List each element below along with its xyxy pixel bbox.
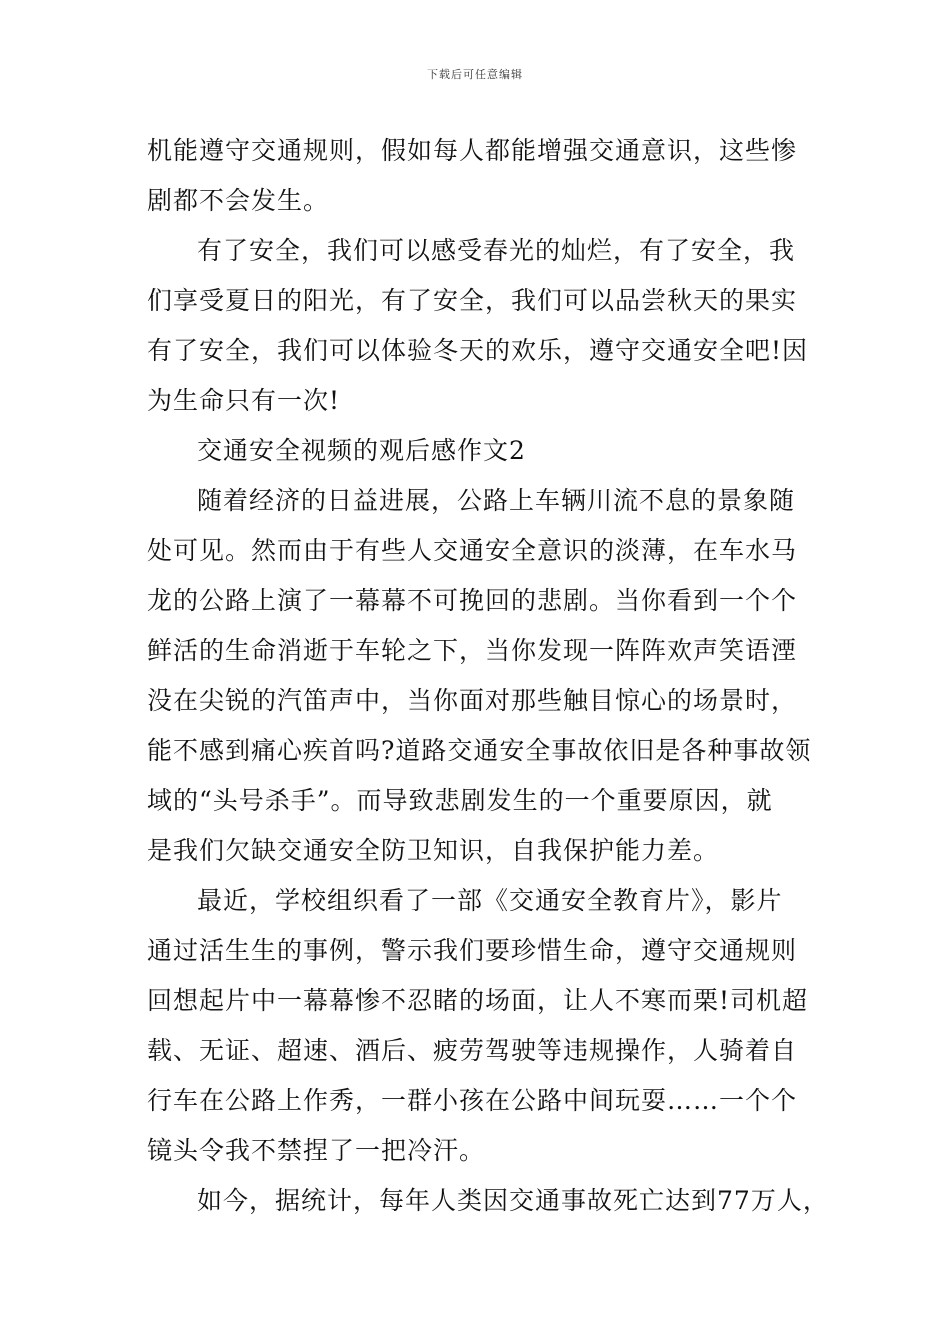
text-line: 镜头令我不禁捏了一把冷汗。 <box>147 1136 486 1165</box>
paragraph-start: 随着经济的日益进展，公路上车辆川流不息的景象随 <box>197 486 796 515</box>
document-body <box>147 126 827 1226</box>
text-line: 没在尖锐的汽笛声中，当你面对那些触目惊心的场景时， <box>147 686 798 715</box>
text-line: 处可见。然而由于有些人交通安全意识的淡薄，在车水马 <box>147 536 798 565</box>
text-line: 回想起片中一幕幕惨不忍睹的场面，让人不寒而栗!司机超 <box>147 986 809 1015</box>
text-line: 有了安全，我们可以体验冬天的欢乐，遵守交通安全吧!因 <box>147 336 809 365</box>
text-line: 龙的公路上演了一幕幕不可挽回的悲剧。当你看到一个个 <box>147 586 798 615</box>
text-line: 们享受夏日的阳光，有了安全，我们可以品尝秋天的果实 <box>147 286 798 315</box>
text-line: 能不感到痛心疾首吗?道路交通安全事故依旧是各种事故领 <box>147 736 812 765</box>
paragraph-start: 有了安全，我们可以感受春光的灿烂，有了安全，我 <box>197 236 796 265</box>
text-line: 载、无证、超速、酒后、疲劳驾驶等违规操作，人骑着自 <box>147 1036 798 1065</box>
text-line: 域的“头号杀手”。而导致悲剧发生的一个重要原因，就 <box>147 786 773 815</box>
text-line: 通过活生生的事例，警示我们要珍惜生命，遵守交通规则 <box>147 936 798 965</box>
text-line: 是我们欠缺交通安全防卫知识，自我保护能力差。 <box>147 836 720 865</box>
page-header: 下载后可任意编辑 <box>427 68 523 81</box>
section-title: 交通安全视频的观后感作文2 <box>197 436 526 465</box>
text-line: 机能遵守交通规则，假如每人都能增强交通意识，这些惨 <box>147 136 798 165</box>
paragraph-start: 最近，学校组织看了一部《交通安全教育片》，影片 <box>197 886 783 915</box>
text-line: 鲜活的生命消逝于车轮之下，当你发现一阵阵欢声笑语湮 <box>147 636 798 665</box>
text-line: 剧都不会发生。 <box>147 186 330 215</box>
text-line: 为生命只有一次! <box>147 386 341 415</box>
text-line: 行车在公路上作秀，一群小孩在公路中间玩耍……一个个 <box>147 1086 798 1115</box>
paragraph-start: 如今，据统计，每年人类因交通事故死亡达到77万人， <box>197 1186 829 1215</box>
